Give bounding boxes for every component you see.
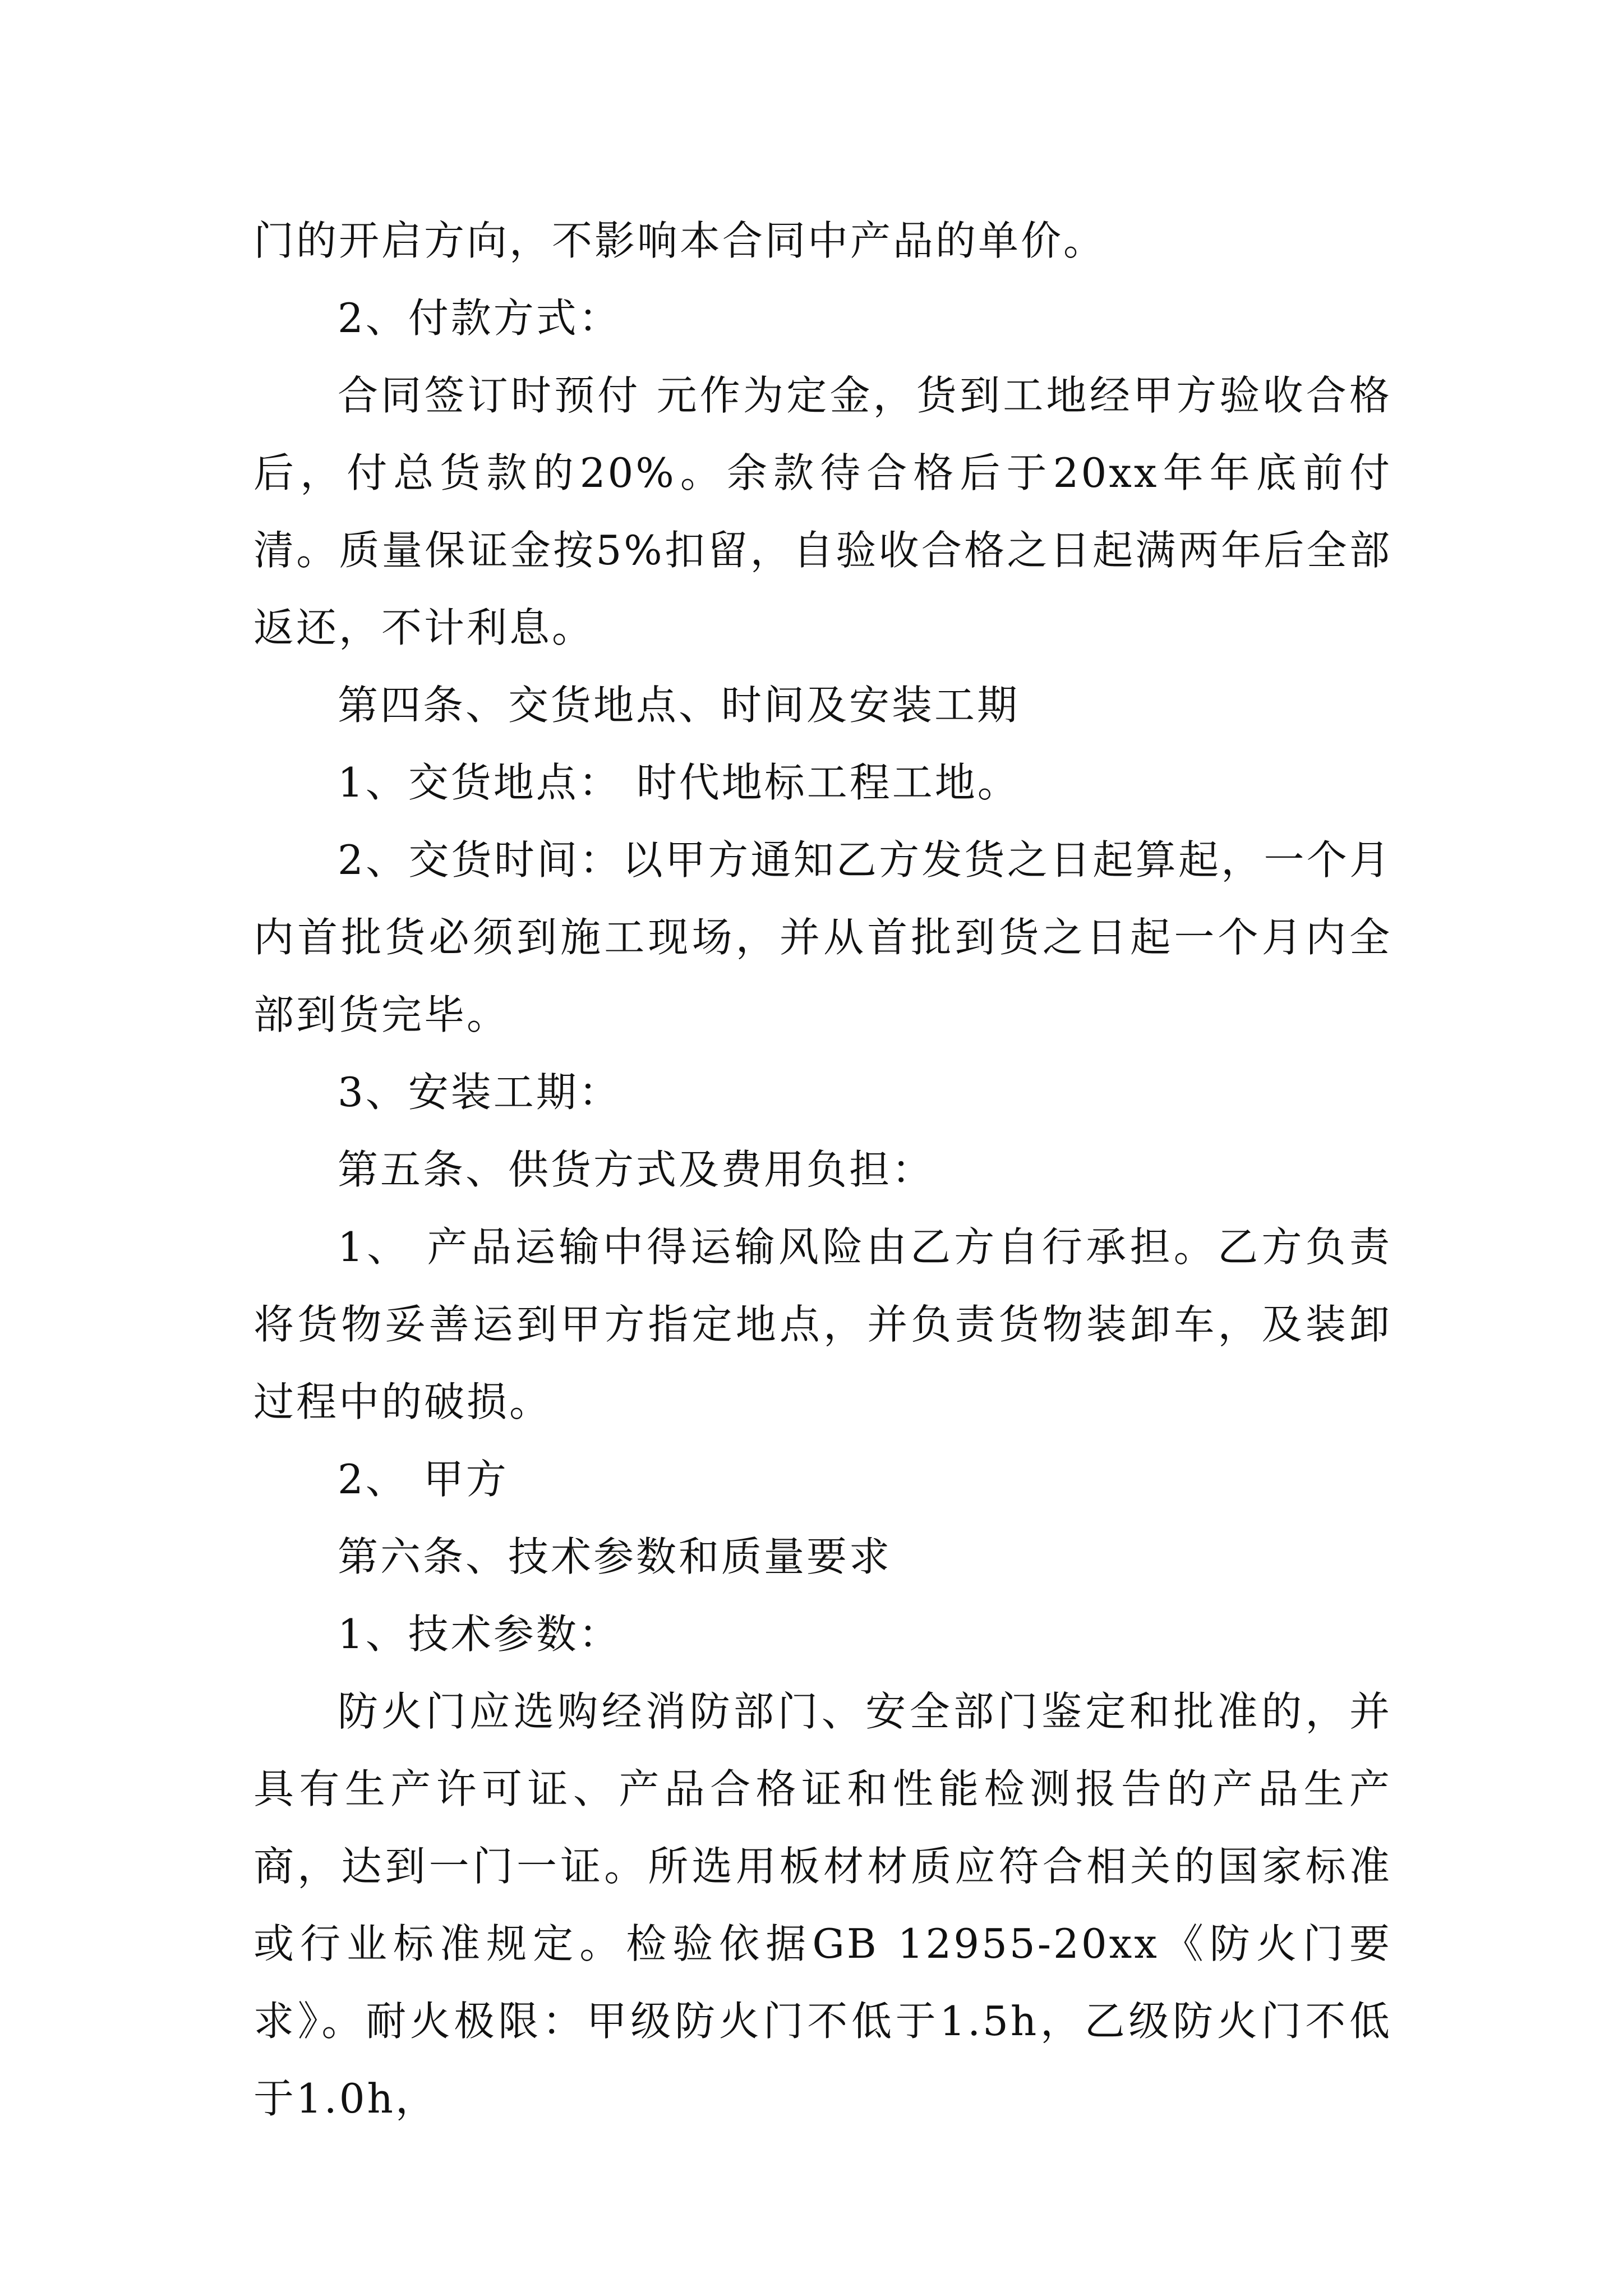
section-heading-article-4: 第四条、交货地点、时间及安装工期 — [338, 682, 1020, 729]
paragraph-payment-heading: 2、付款方式： — [338, 295, 621, 342]
paragraph-payment-terms: 合同签订时预付 元作为定金，货到工地经甲方验收合格后，付总货款的20%。余款待合格后于20xx年年底前付清。质量保证金按5%扣留，自验收合格之日起满两年后全部返还，不计利息。 — [253, 372, 1392, 651]
paragraph-delivery-location: 1、交货地点： 时代地标工程工地。 — [338, 759, 1020, 806]
paragraph-fire-door-requirements: 防火门应选购经消防部门、安全部门鉴定和批准的，并具有生产许可证、产品合格证和性能检测报告的产品生产商，达到一门一证。所选用板材材质应符合相关的国家标准或行业标准规定。检验依据GB 12955-20xx《防火门要求》。耐火极限：甲级防火门不低于1.5h，乙级防火门不低于1.0h， — [253, 1688, 1392, 2122]
paragraph-party-a: 2、 甲方 — [338, 1456, 509, 1503]
paragraph-door-direction: 门的开启方向，不影响本合同中产品的单价。 — [253, 217, 1106, 264]
document-body — [253, 202, 1392, 2137]
paragraph-transport-risk: 1、 产品运输中得运输风险由乙方自行承担。乙方负责将货物妥善运到甲方指定地点，并负责货物装卸车，及装卸过程中的破损。 — [253, 1223, 1392, 1425]
section-heading-article-6: 第六条、技术参数和质量要求 — [338, 1533, 892, 1580]
section-heading-article-5: 第五条、供货方式及费用负担： — [338, 1146, 935, 1193]
paragraph-delivery-time: 2、交货时间：以甲方通知乙方发货之日起算起，一个月内首批货必须到施工现场，并从首批到货之日起一个月内全部到货完毕。 — [253, 836, 1392, 1038]
paragraph-technical-params-heading: 1、技术参数： — [338, 1611, 621, 1658]
paragraph-installation-period: 3、安装工期： — [338, 1069, 621, 1116]
